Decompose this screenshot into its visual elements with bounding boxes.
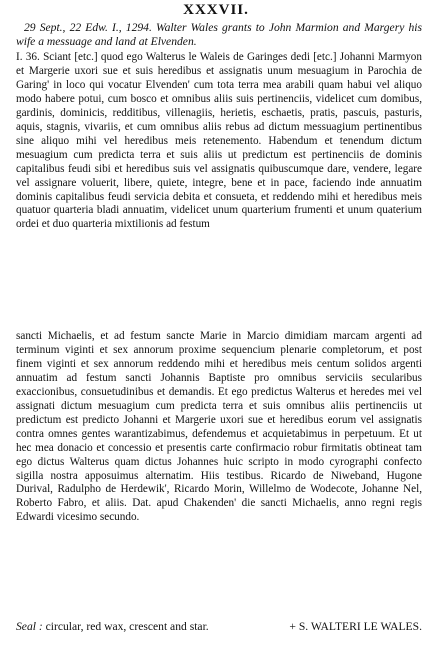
charter-text-part-1: I. 36. Sciant [etc.] quod ego Walterus le Waleis de Garinges dedi [etc.] Johanni Marmyon et Margerie uxori sue et suis heredibus et assignatis unum mesuagium in Parochia de Garing' in loco qui vocatur Elvenden' cum tota terra mea arabili quam habui vel aliquo modo habere potui, cum bosco et omnibus aliis suis pertinenciis, videlicet cum domibus, gardinis, dominicis, redditibus, villenagiis, herietis, eschaetis, pratis, pascuis, pasturis, aquis, stagnis, vivariis, et cum omnibus aliis rebus ad dictum messuagium pertinentibus sine aliquo mihi vel heredibus meis retenemento. Habendum et tenendum dictum mesuagium cum predicta terra et suis aliis ut predictum est pertinenciis de dominis capitalibus feudi sibi et heredibus suis vel assignatis quibuscumque dare, vendere, legare vel assignare voluerit, libere, quiete, integre, bene et in pace, faciendo inde annuatim dominis capitalibus feudi servicia debita et consueta, et reddendo mihi et heredibus meis quatuor quarteria bladi annuatim, videlicet unum quarterium frumenti et unum quaterium ordei et duo quarteria mixtilionis ad festum	[16, 51, 422, 231]
seal-note	[16, 620, 422, 634]
seal-description: circular, red wax, crescent and star.	[45, 620, 209, 633]
charter-text-part-2: sancti Michaelis, et ad festum sancte Marie in Marcio dimidiam marcam argenti ad terminum viginti et sex annorum proxime sequencium plenarie completorum, et post finem viginti et sex annorum reddendo mihi et heredibus meis centum solidos argenti annuatim ad festum sancti Johannis Baptiste pro omnibus serviciis secularibus exaccionibus, consuetudinibus et demandis. Et ego predictus Walterus et heredes mei vel assignati dictum mesuagium cum predicta terra et suis omnibus aliis pertinenciis ut predictum est predicto Johanni et Margerie uxori sue et heredibus eorum vel assignatis contra omnes gentes warantizabimus, defendemus et acquietabimus in perpetuum. Et ut hec mea donacio et concessio et presentis carte confirmacio robur firmitatis obtineat tam ego dictus Walterus quam dictus Johannes huic scripto in modo cyrographi confecto sigilla nostra apposuimus alternatim. Hiis testibus. Ricardo de Niweband, Hugone Durival, Radulpho de Herdewik', Ricardo Morin, Willelmo de Wodecote, Johanne Nel, Roberto Fabro, et aliis. Dat. apud Chakenden' die sancti Michaelis, anno regni regis Edwardi vicesimo secundo.	[16, 330, 422, 524]
charter-number-heading: XXXVII.	[183, 2, 249, 18]
seal-legend: + S. WALTERI LE WALES.	[289, 620, 422, 633]
seal-label: Seal :	[16, 620, 43, 633]
charter-summary: 29 Sept., 22 Edw. I., 1294. Walter Wales grants to John Marmion and Margery his wife a messuage and land at Elvenden.	[16, 21, 422, 48]
